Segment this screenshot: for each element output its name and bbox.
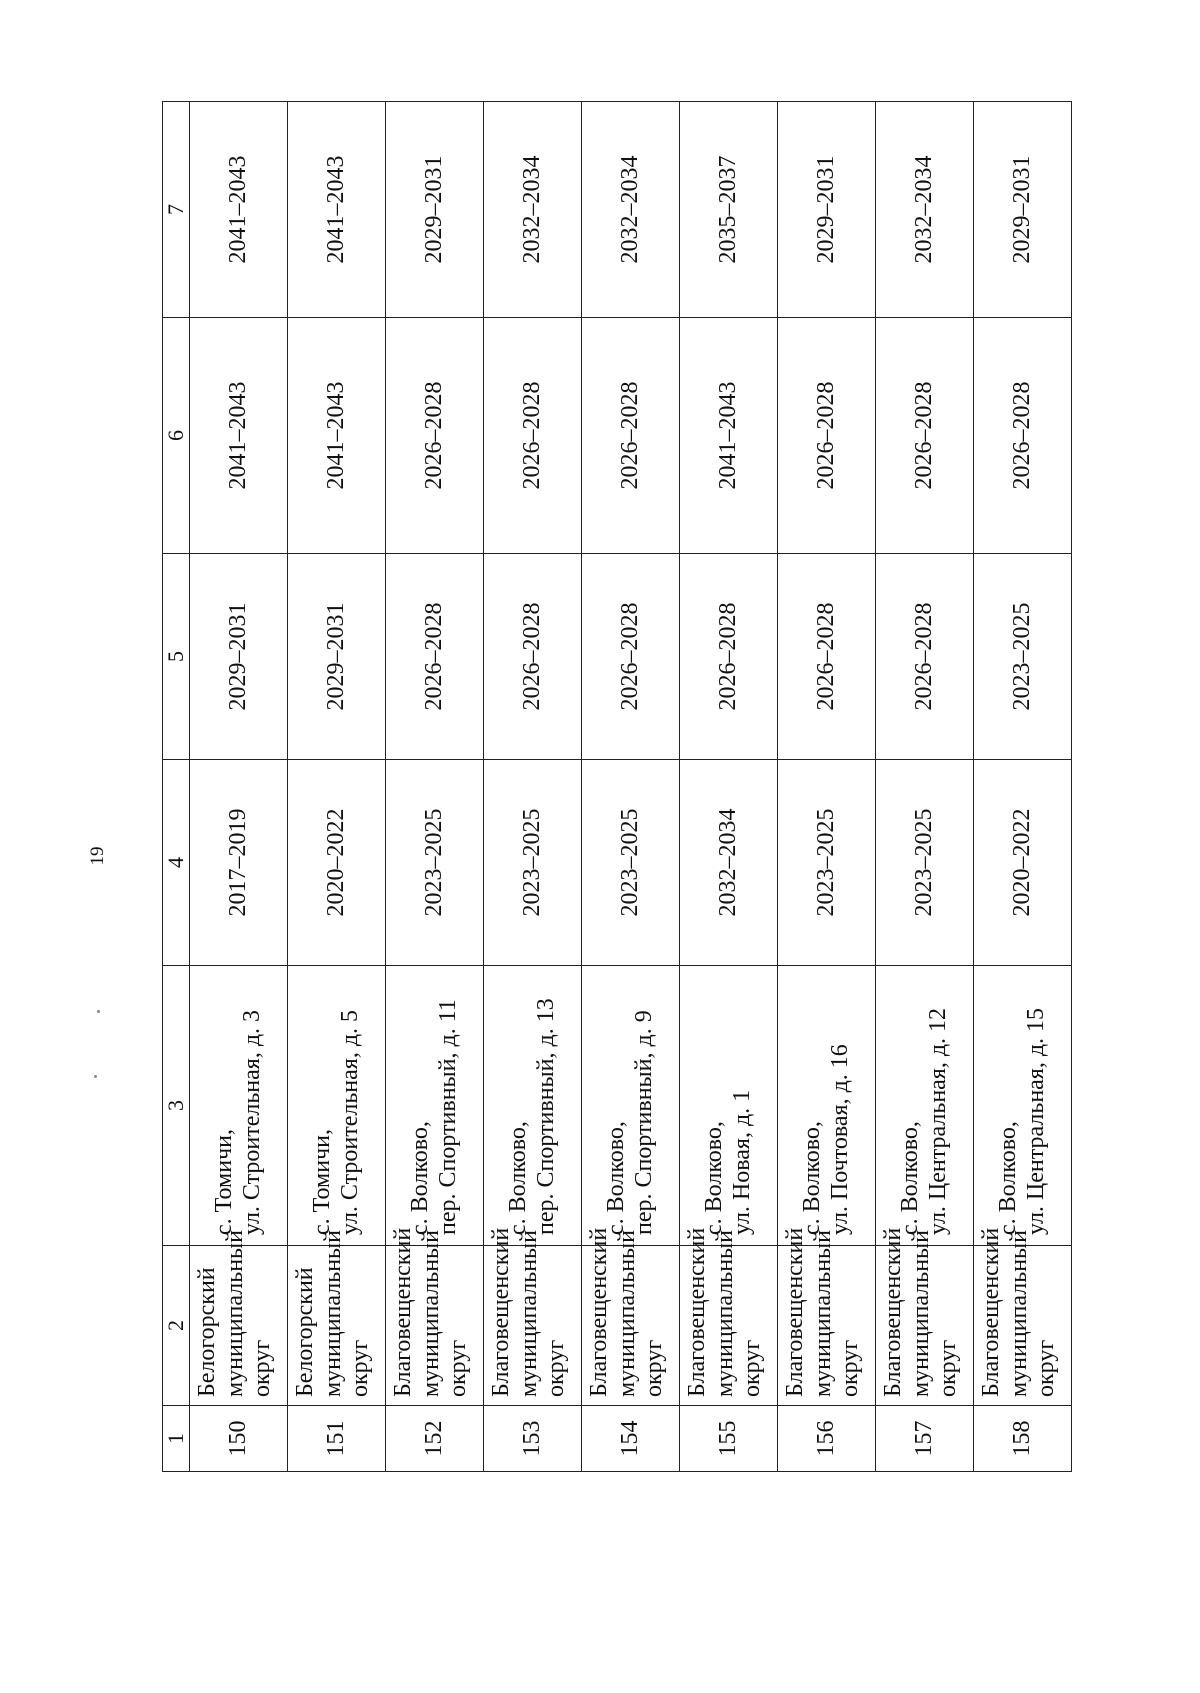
period-col5: 2026–2028 — [484, 554, 582, 760]
address-cell — [876, 966, 974, 1246]
period-col7: 2035–2037 — [680, 102, 778, 318]
period-col6: 2026–2028 — [778, 318, 876, 554]
schedule-table — [162, 101, 1072, 1472]
column-header: 6 — [163, 318, 190, 554]
period-col5: 2026–2028 — [876, 554, 974, 760]
address-settlement: с. Волково, — [896, 1121, 923, 1235]
period-col6: 2026–2028 — [974, 318, 1072, 554]
address-settlement: с. Волково, — [798, 1121, 825, 1235]
table-row — [778, 102, 876, 1472]
address-settlement: с. Томичи, — [210, 1129, 237, 1235]
address-street: ул. Новая, д. 1 — [728, 1089, 755, 1235]
row-number: 155 — [680, 1406, 778, 1472]
period-col6: 2026–2028 — [876, 318, 974, 554]
table-row — [190, 102, 288, 1472]
table-row — [386, 102, 484, 1472]
header-row — [163, 102, 190, 1472]
address-street: пер. Спортивный, д. 13 — [532, 998, 559, 1235]
period-col4: 2023–2025 — [778, 760, 876, 966]
period-col5: 2026–2028 — [778, 554, 876, 760]
table-row — [974, 102, 1072, 1472]
rotated-table-area — [162, 102, 1072, 1472]
period-col7: 2041–2043 — [190, 102, 288, 318]
period-col7: 2029–2031 — [974, 102, 1072, 318]
address-settlement: с. Волково, — [700, 1121, 727, 1235]
address-cell — [288, 966, 386, 1246]
address-cell — [484, 966, 582, 1246]
period-col7: 2032–2034 — [582, 102, 680, 318]
district-cell: Благовещенский муниципальный округ — [680, 1246, 778, 1406]
period-col7: 2029–2031 — [778, 102, 876, 318]
table-row — [288, 102, 386, 1472]
column-header: 1 — [163, 1406, 190, 1472]
row-number: 153 — [484, 1406, 582, 1472]
column-header: 5 — [163, 554, 190, 760]
period-col6: 2026–2028 — [386, 318, 484, 554]
period-col6: 2026–2028 — [484, 318, 582, 554]
column-header: 2 — [163, 1246, 190, 1406]
address-street: ул. Центральная, д. 15 — [1022, 1007, 1049, 1235]
period-col4: 2020–2022 — [974, 760, 1072, 966]
column-header: 7 — [163, 102, 190, 318]
period-col4: 2023–2025 — [582, 760, 680, 966]
address-cell — [190, 966, 288, 1246]
address-street: ул. Центральная, д. 12 — [924, 1007, 951, 1235]
period-col5: 2026–2028 — [582, 554, 680, 760]
column-header: 4 — [163, 760, 190, 966]
period-col5: 2026–2028 — [680, 554, 778, 760]
period-col6: 2026–2028 — [582, 318, 680, 554]
period-col7: 2041–2043 — [288, 102, 386, 318]
period-col5: 2029–2031 — [288, 554, 386, 760]
period-col7: 2032–2034 — [876, 102, 974, 318]
period-col4: 2032–2034 — [680, 760, 778, 966]
address-settlement: с. Волково, — [504, 1121, 531, 1235]
table-row — [680, 102, 778, 1472]
row-number: 158 — [974, 1406, 1072, 1472]
district-cell: Благовещенский муниципальный округ — [386, 1246, 484, 1406]
district-cell: Благовещенский муниципальный округ — [876, 1246, 974, 1406]
period-col4: 2023–2025 — [386, 760, 484, 966]
address-settlement: с. Волково, — [994, 1121, 1021, 1235]
period-col5: 2023–2025 — [974, 554, 1072, 760]
period-col7: 2032–2034 — [484, 102, 582, 318]
district-cell: Благовещенский муниципальный округ — [582, 1246, 680, 1406]
period-col4: 2017–2019 — [190, 760, 288, 966]
table-row — [582, 102, 680, 1472]
period-col6: 2041–2043 — [190, 318, 288, 554]
table-row — [484, 102, 582, 1472]
period-col7: 2029–2031 — [386, 102, 484, 318]
period-col6: 2041–2043 — [288, 318, 386, 554]
address-cell — [778, 966, 876, 1246]
address-street: пер. Спортивный, д. 9 — [630, 1010, 657, 1235]
column-header: 3 — [163, 966, 190, 1246]
address-cell — [386, 966, 484, 1246]
district-cell: Благовещенский муниципальный округ — [484, 1246, 582, 1406]
address-settlement: с. Томичи, — [308, 1129, 335, 1235]
address-cell — [680, 966, 778, 1246]
table-wrapper — [162, 102, 1072, 1472]
row-number: 154 — [582, 1406, 680, 1472]
period-col4: 2020–2022 — [288, 760, 386, 966]
address-street: ул. Строительная, д. 3 — [238, 1009, 265, 1235]
period-col4: 2023–2025 — [484, 760, 582, 966]
row-number: 152 — [386, 1406, 484, 1472]
district-cell: Благовещенский муниципальный округ — [974, 1246, 1072, 1406]
address-cell — [974, 966, 1072, 1246]
row-number: 151 — [288, 1406, 386, 1472]
district-cell: Белогорский муниципальный округ — [190, 1246, 288, 1406]
period-col5: 2029–2031 — [190, 554, 288, 760]
district-cell: Благовещенский муниципальный округ — [778, 1246, 876, 1406]
address-settlement: с. Волково, — [406, 1121, 433, 1235]
address-cell — [582, 966, 680, 1246]
address-settlement: с. Волково, — [602, 1121, 629, 1235]
address-street: ул. Строительная, д. 5 — [336, 1009, 363, 1235]
row-number: 150 — [190, 1406, 288, 1472]
address-street: ул. Почтовая, д. 16 — [826, 1044, 853, 1235]
period-col6: 2041–2043 — [680, 318, 778, 554]
period-col5: 2026–2028 — [386, 554, 484, 760]
period-col4: 2023–2025 — [876, 760, 974, 966]
row-number: 157 — [876, 1406, 974, 1472]
district-cell: Белогорский муниципальный округ — [288, 1246, 386, 1406]
row-number: 156 — [778, 1406, 876, 1472]
scan-speck — [97, 1010, 100, 1013]
table-row — [876, 102, 974, 1472]
scan-speck — [94, 1075, 97, 1078]
address-street: пер. Спортивный, д. 11 — [434, 999, 461, 1235]
page-number: 19 — [87, 846, 108, 866]
